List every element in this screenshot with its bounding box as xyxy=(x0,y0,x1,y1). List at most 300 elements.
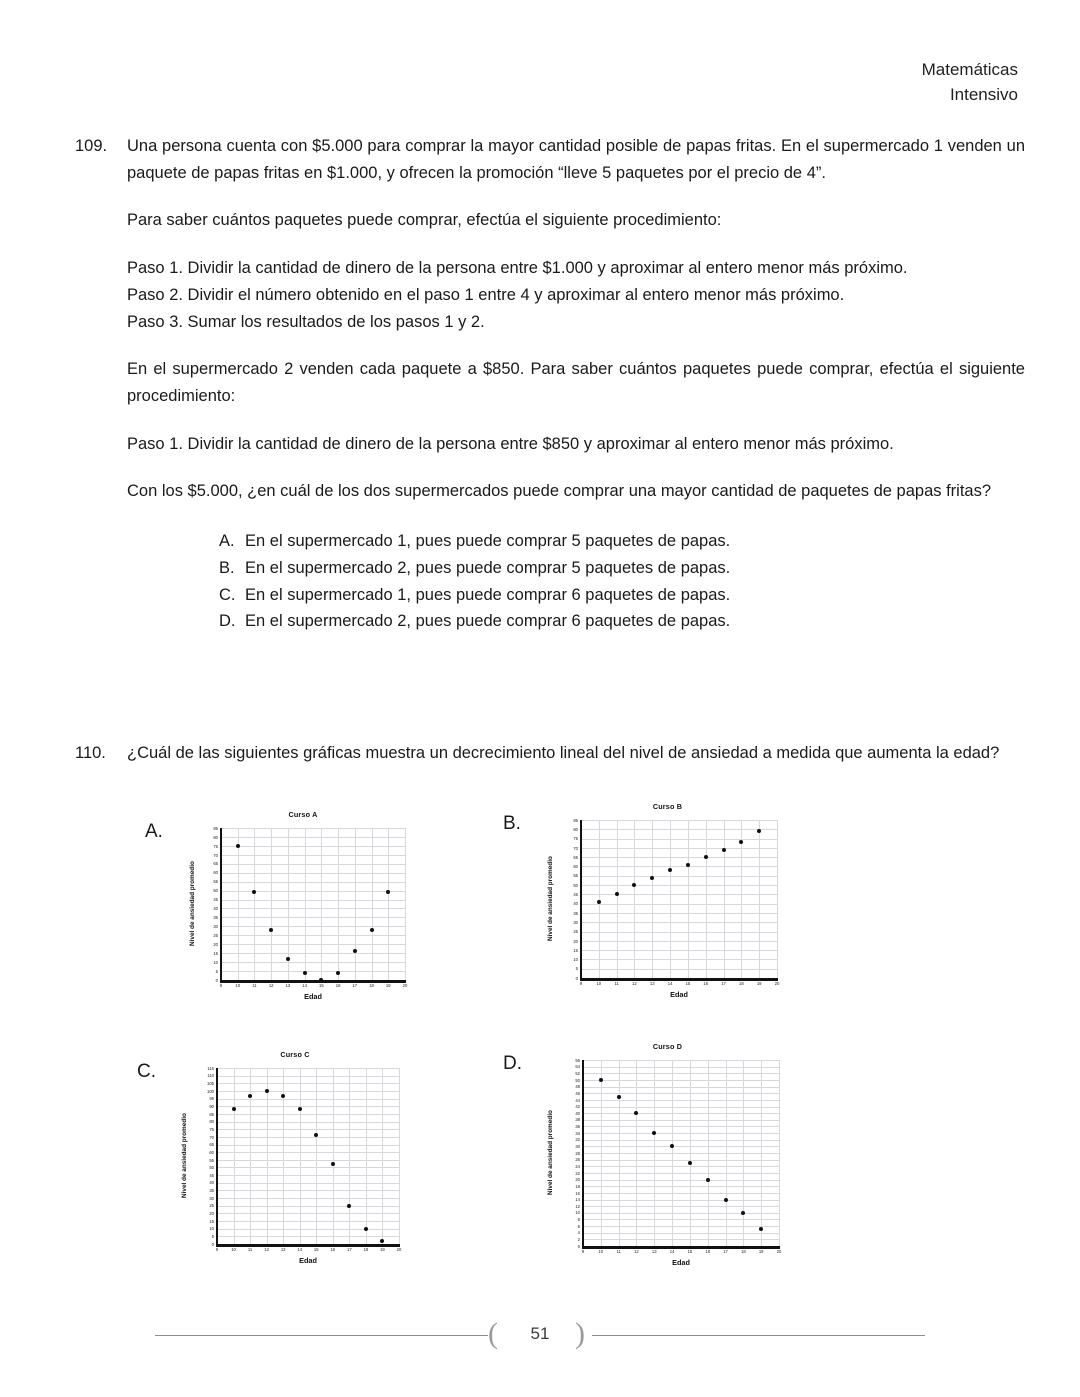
page-footer xyxy=(0,1315,1080,1355)
x-axis-line xyxy=(220,980,406,983)
data-point xyxy=(303,971,307,975)
gridline-vertical xyxy=(305,828,306,980)
x-axis-tick-label: 15 xyxy=(687,1249,693,1254)
gridline-vertical xyxy=(654,1060,655,1246)
gridline-horizontal xyxy=(583,1080,779,1081)
gridline-horizontal xyxy=(581,969,777,970)
gridline-vertical xyxy=(355,828,356,980)
y-axis-tick-label: 25 xyxy=(209,1203,214,1209)
x-axis-tick-label: 14 xyxy=(667,981,673,986)
data-point xyxy=(739,840,743,844)
y-axis-tick-label: 10 xyxy=(209,1226,214,1232)
gridline-vertical xyxy=(636,1060,637,1246)
gridline-horizontal xyxy=(581,950,777,951)
gridline-vertical xyxy=(382,1068,383,1244)
question-110-charts xyxy=(75,800,1025,1310)
data-point xyxy=(668,868,672,872)
gridline-horizontal xyxy=(221,971,405,972)
gridline-horizontal xyxy=(217,1091,399,1092)
y-axis-tick-label: 35 xyxy=(573,910,578,916)
chart-option-d[interactable] xyxy=(503,1040,790,1270)
gridline-vertical xyxy=(634,820,635,978)
x-axis-tick-label: 17 xyxy=(721,981,726,986)
gridline-vertical xyxy=(333,1068,334,1244)
y-axis-tick-label: 70 xyxy=(209,1134,214,1140)
y-axis-tick-label: 15 xyxy=(209,1218,214,1224)
x-axis-tick-label: 16 xyxy=(703,981,709,986)
header-modality: Intensivo xyxy=(949,84,1018,104)
gridline-horizontal xyxy=(221,908,405,909)
gridline-vertical xyxy=(726,1060,727,1246)
y-axis-tick-label: 115 xyxy=(207,1065,214,1071)
data-point xyxy=(722,848,726,852)
gridline-horizontal xyxy=(581,857,777,858)
gridline-horizontal xyxy=(581,885,777,886)
data-point xyxy=(232,1107,236,1111)
y-axis-tick-label: 4 xyxy=(577,1230,580,1236)
gridline-vertical xyxy=(271,828,272,980)
plot-area xyxy=(217,1068,399,1244)
question-110 xyxy=(75,740,1025,767)
data-point xyxy=(353,949,357,953)
gridline-horizontal xyxy=(217,1076,399,1077)
y-axis-tick-label: 100 xyxy=(207,1088,214,1094)
data-point xyxy=(298,1107,302,1111)
y-axis-tick-label: 70 xyxy=(573,845,578,851)
gridline-horizontal xyxy=(583,1226,779,1227)
gridline-horizontal xyxy=(217,1183,399,1184)
gridline-vertical xyxy=(254,828,255,980)
data-point xyxy=(380,1239,384,1243)
chart-option-b-letter: B. xyxy=(503,813,521,834)
gridline-horizontal xyxy=(581,941,777,942)
data-point xyxy=(331,1162,335,1166)
y-axis-tick-label: 60 xyxy=(209,1149,214,1155)
gridline-horizontal xyxy=(583,1233,779,1234)
footer-page-number: 51 xyxy=(530,1324,550,1343)
x-axis-tick-label: 11 xyxy=(616,1249,621,1254)
y-axis-tick-label: 45 xyxy=(573,892,578,898)
y-axis-tick-label: 0 xyxy=(211,1241,214,1247)
plot-area xyxy=(581,820,777,978)
x-axis-tick-label: 9 xyxy=(215,1247,219,1252)
gridline-vertical xyxy=(708,1060,709,1246)
y-axis-label: Nivel de ansiedad promedio xyxy=(547,1110,554,1196)
data-point xyxy=(650,876,654,880)
gridline-horizontal xyxy=(583,1219,779,1220)
gridline-horizontal xyxy=(583,1206,779,1207)
x-axis-tick-label: 13 xyxy=(651,1249,657,1254)
gridline-horizontal xyxy=(217,1114,399,1115)
gridline-horizontal xyxy=(583,1146,779,1147)
y-axis-tick-label: 30 xyxy=(209,1195,214,1201)
y-axis-line xyxy=(582,1060,584,1248)
data-point xyxy=(370,928,374,932)
gridline-horizontal xyxy=(583,1153,779,1154)
y-axis-tick-label: 40 xyxy=(573,901,578,907)
gridline-vertical xyxy=(267,1068,268,1244)
y-axis-tick-label: 30 xyxy=(573,919,578,925)
y-axis-tick-label: 40 xyxy=(213,906,218,912)
y-axis-tick-label: 32 xyxy=(575,1137,580,1143)
y-axis-tick-label: 35 xyxy=(209,1188,214,1194)
y-axis-tick-label: 75 xyxy=(573,836,578,842)
x-axis-label: Edad xyxy=(670,990,688,999)
data-point xyxy=(652,1131,656,1135)
y-axis-tick-label: 45 xyxy=(213,897,218,903)
gridline-horizontal xyxy=(581,820,777,821)
x-axis-tick-label: 14 xyxy=(297,1247,303,1252)
data-point xyxy=(269,928,273,932)
gridline-vertical xyxy=(670,820,671,978)
x-axis-tick-label: 13 xyxy=(649,981,655,986)
gridline-horizontal xyxy=(221,953,405,954)
x-axis-tick-label: 9 xyxy=(219,983,223,988)
y-axis-tick-label: 20 xyxy=(575,1177,580,1183)
x-axis-tick-label: 9 xyxy=(579,981,583,986)
y-axis-tick-label: 0 xyxy=(215,977,218,983)
gridline-vertical xyxy=(652,820,653,978)
gridline-vertical xyxy=(743,1060,744,1246)
data-point xyxy=(617,1095,621,1099)
data-point xyxy=(599,1078,603,1082)
x-axis-tick-label: 18 xyxy=(741,1249,746,1254)
y-axis-tick-label: 14 xyxy=(575,1197,580,1203)
y-axis-tick-label: 42 xyxy=(575,1104,580,1110)
y-axis-tick-label: 40 xyxy=(575,1110,580,1116)
question-110-prompt: ¿Cuál de las siguientes gráficas muestra un decrecimiento lineal del nivel de ansiedad a medida que aumenta la edad? xyxy=(127,744,1000,762)
option-d[interactable] xyxy=(219,608,1025,635)
question-109-number: 109. xyxy=(75,137,108,155)
gridline-horizontal xyxy=(583,1180,779,1181)
y-axis-tick-label: 55 xyxy=(573,873,578,879)
chart-option-b[interactable] xyxy=(503,800,790,1005)
gridline-vertical xyxy=(690,1060,691,1246)
x-axis-tick-label: 20 xyxy=(396,1247,402,1252)
option-b-text: En el supermercado 2, pues puede comprar 5 paquetes de papas. xyxy=(245,558,731,577)
y-axis-tick-label: 35 xyxy=(213,915,218,921)
gridline-horizontal xyxy=(583,1087,779,1088)
x-axis-tick-label: 15 xyxy=(685,981,691,986)
y-axis-tick-label: 18 xyxy=(575,1183,580,1189)
gridline-horizontal xyxy=(221,900,405,901)
data-point xyxy=(265,1089,269,1093)
x-axis-tick-label: 17 xyxy=(347,1247,352,1252)
y-axis-tick-label: 36 xyxy=(575,1124,580,1130)
gridline-horizontal xyxy=(221,926,405,927)
question-109-options xyxy=(127,528,1025,635)
chart-title: Curso C xyxy=(280,1050,310,1059)
gridline-horizontal xyxy=(583,1160,779,1161)
y-axis-tick-label: 60 xyxy=(213,870,218,876)
data-point xyxy=(314,1133,318,1137)
gridline-vertical xyxy=(321,828,322,980)
chart-option-d-letter: D. xyxy=(503,1053,522,1074)
y-axis-tick-label: 20 xyxy=(573,938,578,944)
x-axis-tick-label: 12 xyxy=(632,981,637,986)
gridline-vertical xyxy=(724,820,725,978)
question-109-intro: Una persona cuenta con $5.000 para comprar la mayor cantidad posible de papas fritas. En el supermercado 1 venden un paquete de papas fritas en $1.000, y ofrecen la promoción “lleve 5 paquetes por el precio de 4”. xyxy=(127,137,1025,182)
y-axis-tick-label: 85 xyxy=(573,817,578,823)
data-point xyxy=(757,829,761,833)
gridline-horizontal xyxy=(217,1068,399,1069)
y-axis-tick-label: 26 xyxy=(575,1157,580,1163)
y-axis-line xyxy=(220,828,222,982)
gridline-vertical xyxy=(238,828,239,980)
chart-option-c-letter: C. xyxy=(137,1061,156,1082)
y-axis-tick-label: 54 xyxy=(575,1064,580,1070)
data-point xyxy=(688,1161,692,1165)
gridline-horizontal xyxy=(217,1236,399,1237)
gridline-horizontal xyxy=(583,1100,779,1101)
gridline-vertical xyxy=(300,1068,301,1244)
x-axis-tick-label: 12 xyxy=(634,1249,639,1254)
data-point xyxy=(386,890,390,894)
gridline-horizontal xyxy=(217,1152,399,1153)
y-axis-tick-label: 52 xyxy=(575,1070,580,1076)
x-axis-line xyxy=(580,978,778,981)
gridline-horizontal xyxy=(217,1099,399,1100)
gridline-horizontal xyxy=(583,1113,779,1114)
gridline-horizontal xyxy=(221,917,405,918)
x-axis-tick-label: 10 xyxy=(596,981,602,986)
option-a[interactable] xyxy=(219,528,1025,555)
question-109 xyxy=(75,133,1025,635)
x-axis-tick-label: 20 xyxy=(776,1249,782,1254)
chart-title: Curso A xyxy=(288,810,318,819)
option-d-text: En el supermercado 2, pues puede comprar 6 paquetes de papas. xyxy=(245,612,731,631)
option-c[interactable] xyxy=(219,582,1025,609)
gridline-horizontal xyxy=(221,882,405,883)
x-axis-tick-label: 11 xyxy=(614,981,619,986)
y-axis-tick-label: 80 xyxy=(573,826,578,832)
x-axis-tick-label: 16 xyxy=(330,1247,336,1252)
gridline-horizontal xyxy=(217,1167,399,1168)
scatter-chart-curso-a xyxy=(187,808,419,1006)
gridline-horizontal xyxy=(581,922,777,923)
x-axis-tick-label: 9 xyxy=(581,1249,585,1254)
data-point xyxy=(632,883,636,887)
x-axis-tick-label: 14 xyxy=(302,983,307,988)
gridline-vertical xyxy=(761,1060,762,1246)
y-axis-tick-label: 2 xyxy=(577,1237,580,1243)
scatter-chart-curso-d xyxy=(545,1040,790,1270)
gridline-horizontal xyxy=(217,1198,399,1199)
gridline-vertical xyxy=(316,1068,317,1244)
gridline-horizontal xyxy=(583,1067,779,1068)
gridline-vertical xyxy=(601,1060,602,1246)
data-point xyxy=(336,971,340,975)
data-point xyxy=(364,1227,368,1231)
gridline-horizontal xyxy=(221,837,405,838)
data-point xyxy=(686,863,690,867)
gridline-horizontal xyxy=(217,1190,399,1191)
y-axis-label: Nivel de ansiedad promedio xyxy=(189,861,196,947)
y-axis-tick-label: 40 xyxy=(209,1180,214,1186)
x-axis-tick-label: 15 xyxy=(319,983,324,988)
y-axis-tick-label: 38 xyxy=(575,1117,580,1123)
gridline-vertical xyxy=(617,820,618,978)
y-axis-tick-label: 110 xyxy=(207,1073,214,1079)
x-axis-tick-label: 19 xyxy=(758,1249,764,1254)
gridline-horizontal xyxy=(221,962,405,963)
y-axis-tick-label: 12 xyxy=(575,1203,580,1209)
gridline-vertical xyxy=(405,828,406,980)
data-point xyxy=(724,1198,728,1202)
gridline-vertical xyxy=(688,820,689,978)
data-point xyxy=(319,978,323,982)
y-axis-tick-label: 20 xyxy=(209,1211,214,1217)
plot-area xyxy=(221,828,405,980)
gridline-horizontal xyxy=(221,855,405,856)
x-axis-tick-label: 12 xyxy=(268,983,274,988)
gridline-vertical xyxy=(372,828,373,980)
gridline-horizontal xyxy=(583,1093,779,1094)
chart-option-a[interactable] xyxy=(145,808,419,1006)
page-header xyxy=(922,58,1018,107)
data-point xyxy=(347,1204,351,1208)
x-axis-tick-label: 10 xyxy=(235,983,241,988)
footer-brace-right-icon: ) xyxy=(575,1317,585,1350)
gridline-vertical xyxy=(619,1060,620,1246)
y-axis-tick-label: 50 xyxy=(213,888,218,894)
x-axis-tick-label: 16 xyxy=(705,1249,711,1254)
y-axis-label: Nivel de ansiedad promedio xyxy=(181,1113,188,1199)
y-axis-tick-label: 44 xyxy=(575,1097,580,1103)
x-axis-label: Edad xyxy=(304,992,322,1001)
gridline-vertical xyxy=(779,1060,780,1246)
x-axis-tick-label: 18 xyxy=(369,983,374,988)
y-axis-line xyxy=(580,820,582,980)
x-axis-tick-label: 17 xyxy=(352,983,358,988)
data-point xyxy=(597,900,601,904)
data-point xyxy=(706,1178,710,1182)
footer-brace-left-icon: ( xyxy=(488,1317,498,1350)
y-axis-tick-label: 10 xyxy=(575,1210,580,1216)
y-axis-tick-label: 34 xyxy=(575,1130,580,1136)
gridline-horizontal xyxy=(221,846,405,847)
option-c-letter: C. xyxy=(219,585,236,604)
x-axis-line xyxy=(216,1244,400,1247)
y-axis-tick-label: 55 xyxy=(209,1157,214,1163)
y-axis-tick-label: 65 xyxy=(213,861,218,867)
y-axis-tick-label: 85 xyxy=(209,1111,214,1117)
question-109-step-4: Paso 1. Dividir la cantidad de dinero de la persona entre $850 y aproximar al entero menor más próximo. xyxy=(127,434,894,453)
gridline-horizontal xyxy=(581,839,777,840)
y-axis-tick-label: 48 xyxy=(575,1084,580,1090)
gridline-horizontal xyxy=(217,1213,399,1214)
gridline-horizontal xyxy=(581,904,777,905)
x-axis-tick-label: 19 xyxy=(756,981,762,986)
x-axis-tick-label: 11 xyxy=(247,1247,253,1252)
gridline-horizontal xyxy=(583,1073,779,1074)
data-point xyxy=(252,890,256,894)
x-axis-tick-label: 10 xyxy=(598,1249,604,1254)
gridline-horizontal xyxy=(583,1213,779,1214)
x-axis-tick-label: 19 xyxy=(385,983,391,988)
y-axis-tick-label: 70 xyxy=(213,852,218,858)
y-axis-tick-label: 65 xyxy=(573,854,578,860)
chart-option-c[interactable] xyxy=(137,1048,411,1268)
x-axis-tick-label: 20 xyxy=(402,983,408,988)
option-b[interactable] xyxy=(219,555,1025,582)
y-axis-tick-label: 46 xyxy=(575,1090,580,1096)
y-axis-tick-label: 0 xyxy=(575,975,578,981)
x-axis-tick-label: 17 xyxy=(723,1249,728,1254)
gridline-horizontal xyxy=(581,913,777,914)
gridline-horizontal xyxy=(583,1133,779,1134)
x-axis-label: Edad xyxy=(672,1258,690,1267)
chart-title: Curso B xyxy=(652,802,683,811)
y-axis-tick-label: 85 xyxy=(213,825,218,831)
gridline-horizontal xyxy=(217,1229,399,1230)
gridline-vertical xyxy=(234,1068,235,1244)
data-point xyxy=(741,1211,745,1215)
y-axis-tick-label: 50 xyxy=(209,1165,214,1171)
footer-rule-right xyxy=(592,1335,925,1336)
y-axis-tick-label: 90 xyxy=(209,1103,214,1109)
gridline-horizontal xyxy=(583,1120,779,1121)
gridline-horizontal xyxy=(217,1206,399,1207)
question-109-step-1: Paso 1. Dividir la cantidad de dinero de la persona entre $1.000 y aproximar al entero menor más próximo. xyxy=(127,259,908,278)
gridline-vertical xyxy=(399,1068,400,1244)
y-axis-tick-label: 16 xyxy=(575,1190,580,1196)
x-axis-tick-label: 10 xyxy=(231,1247,236,1252)
question-109-p3: En el supermercado 2 venden cada paquete a $850. Para saber cuántos paquetes puede comprar, efectúa el siguiente procedimiento: xyxy=(127,360,1025,406)
gridline-horizontal xyxy=(217,1145,399,1146)
y-axis-tick-label: 15 xyxy=(573,947,578,953)
question-109-step-2: Paso 2. Dividir el número obtenido en el paso 1 entre 4 y aproximar al entero menor más próximo. xyxy=(127,285,845,304)
gridline-vertical xyxy=(338,828,339,980)
gridline-vertical xyxy=(349,1068,350,1244)
y-axis-line xyxy=(216,1068,218,1246)
y-axis-tick-label: 30 xyxy=(213,924,218,930)
gridline-horizontal xyxy=(583,1060,779,1061)
y-axis-tick-label: 28 xyxy=(575,1150,580,1156)
question-110-number: 110. xyxy=(75,744,106,762)
gridline-vertical xyxy=(706,820,707,978)
gridline-horizontal xyxy=(217,1083,399,1084)
gridline-horizontal xyxy=(583,1200,779,1201)
question-109-step-3: Paso 3. Sumar los resultados de los pasos 1 y 2. xyxy=(127,312,485,331)
y-axis-tick-label: 24 xyxy=(575,1163,580,1169)
scatter-chart-curso-b xyxy=(545,800,790,1005)
header-subject: Matemáticas xyxy=(921,60,1018,79)
y-axis-tick-label: 25 xyxy=(573,929,578,935)
x-axis-tick-label: 15 xyxy=(313,1247,319,1252)
gridline-horizontal xyxy=(583,1239,779,1240)
scatter-chart-curso-c xyxy=(179,1048,411,1268)
y-axis-tick-label: 60 xyxy=(573,864,578,870)
gridline-horizontal xyxy=(221,891,405,892)
x-axis-tick-label: 11 xyxy=(252,983,257,988)
option-b-letter: B. xyxy=(219,558,235,577)
data-point xyxy=(759,1227,763,1231)
gridline-horizontal xyxy=(217,1106,399,1107)
data-point xyxy=(281,1094,285,1098)
x-axis-tick-label: 18 xyxy=(739,981,744,986)
y-axis-tick-label: 8 xyxy=(577,1217,580,1223)
y-axis-tick-label: 5 xyxy=(575,966,578,972)
gridline-vertical xyxy=(777,820,778,978)
gridline-horizontal xyxy=(221,944,405,945)
gridline-horizontal xyxy=(221,828,405,829)
chart-option-a-letter: A. xyxy=(145,821,163,842)
y-axis-tick-label: 50 xyxy=(575,1077,580,1083)
y-axis-tick-label: 5 xyxy=(211,1234,214,1240)
gridline-horizontal xyxy=(217,1122,399,1123)
y-axis-tick-label: 5 xyxy=(215,968,218,974)
